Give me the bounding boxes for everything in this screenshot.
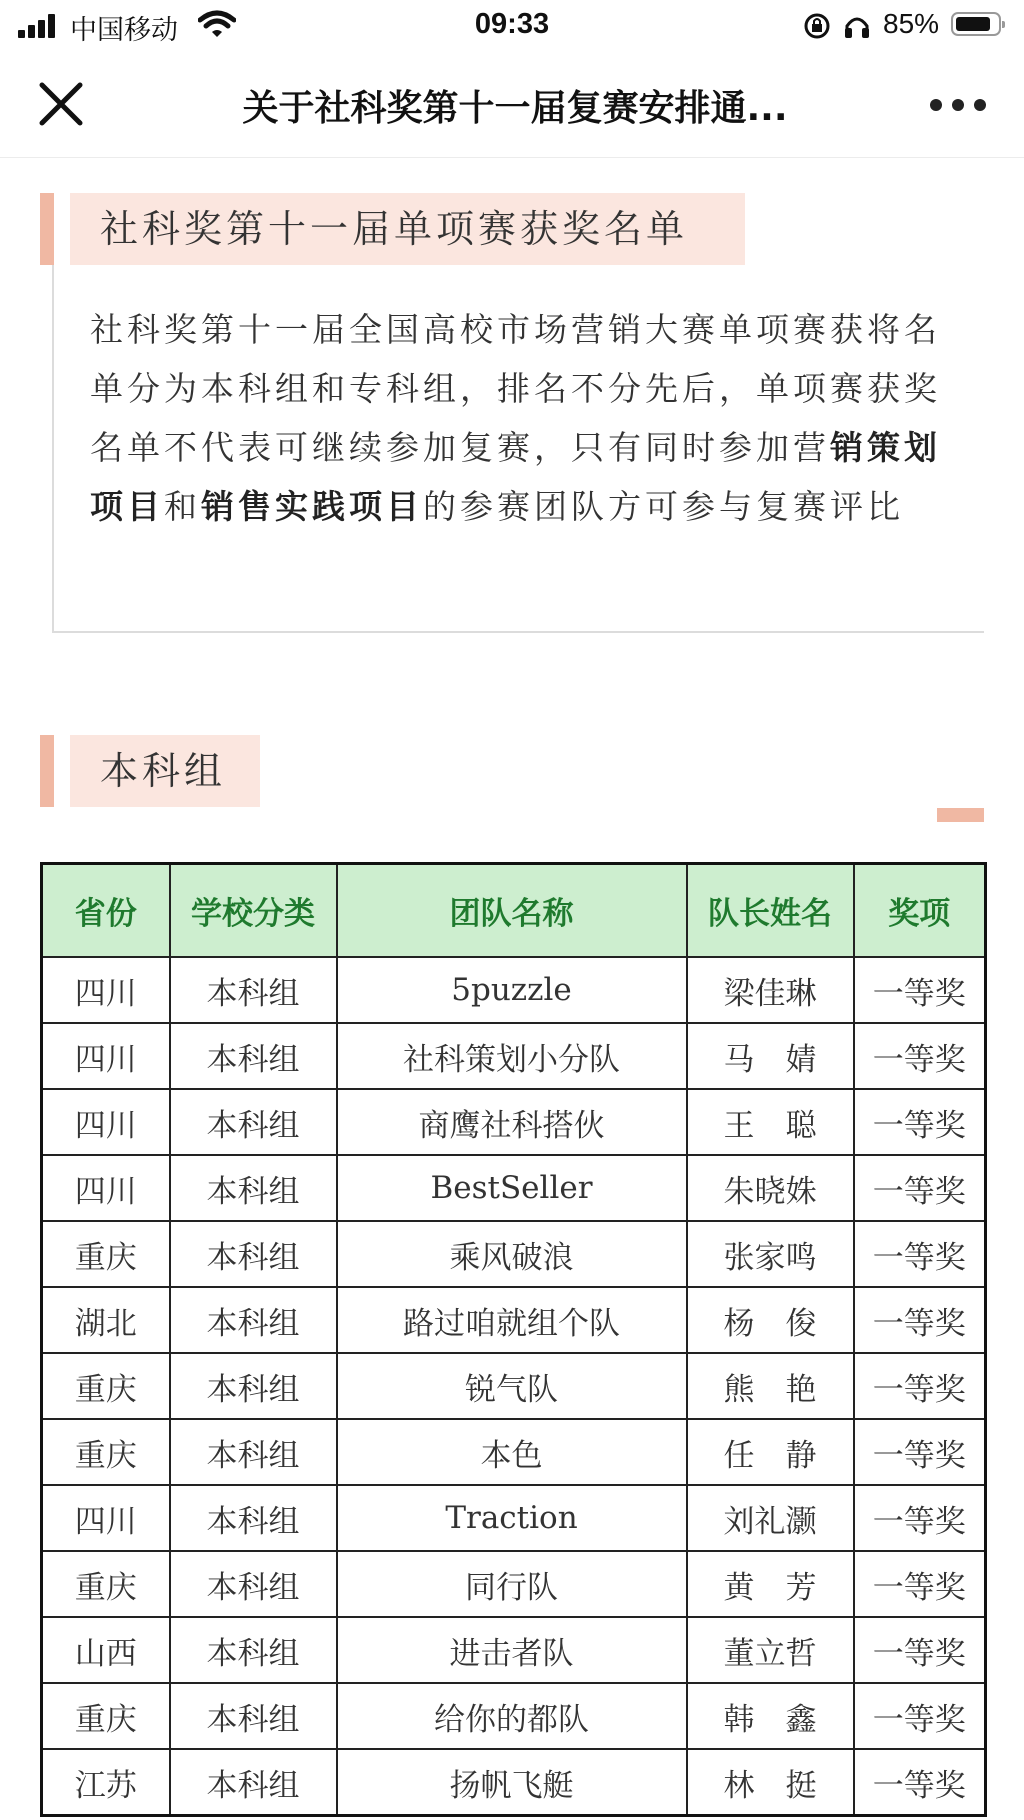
intro-bold-sales-practice: 销售实践项目	[201, 487, 423, 526]
cell-team: 锐气队	[337, 1353, 687, 1419]
table-row	[42, 1683, 986, 1749]
cell-category: 本科组	[170, 1551, 337, 1617]
cell-province: 江苏	[42, 1749, 170, 1816]
nav-bar	[0, 52, 1024, 158]
cell-captain: 马 婧	[687, 1023, 854, 1089]
section-title-box	[70, 193, 745, 265]
intro-text-2: 和	[164, 487, 201, 526]
cell-team: 同行队	[337, 1551, 687, 1617]
cell-team: 本色	[337, 1419, 687, 1485]
cell-award: 一等奖	[854, 1749, 986, 1816]
more-button[interactable]	[928, 90, 988, 120]
status-bar	[0, 0, 1024, 52]
header-school-category: 学校分类	[170, 864, 337, 958]
intro-paragraph	[90, 300, 950, 536]
table-header-row	[42, 864, 986, 958]
carrier-name: 中国移动	[70, 15, 178, 45]
cell-award: 一等奖	[854, 1683, 986, 1749]
cell-province: 湖北	[42, 1287, 170, 1353]
table-row	[42, 1617, 986, 1683]
cell-award: 一等奖	[854, 1287, 986, 1353]
cell-category: 本科组	[170, 1155, 337, 1221]
cell-team: 给你的都队	[337, 1683, 687, 1749]
cell-province: 四川	[42, 1023, 170, 1089]
table-row	[42, 1551, 986, 1617]
cell-award: 一等奖	[854, 1155, 986, 1221]
cell-award: 一等奖	[854, 1617, 986, 1683]
battery-level: 85%	[883, 8, 940, 39]
cell-category: 本科组	[170, 1749, 337, 1816]
cell-captain: 王 聪	[687, 1089, 854, 1155]
cell-captain: 董立哲	[687, 1617, 854, 1683]
section-title-box	[70, 735, 260, 807]
cell-category: 本科组	[170, 1353, 337, 1419]
battery-icon	[951, 12, 1001, 36]
cell-category: 本科组	[170, 1485, 337, 1551]
table-row	[42, 1155, 986, 1221]
cell-team: 扬帆飞艇	[337, 1749, 687, 1816]
header-team-name: 团队名称	[337, 864, 687, 958]
cell-captain: 梁佳琳	[687, 957, 854, 1023]
cell-captain: 熊 艳	[687, 1353, 854, 1419]
header-captain-name: 队长姓名	[687, 864, 854, 958]
cell-province: 重庆	[42, 1221, 170, 1287]
cell-province: 四川	[42, 1485, 170, 1551]
cell-province: 四川	[42, 1155, 170, 1221]
cell-captain: 朱晓姝	[687, 1155, 854, 1221]
cell-category: 本科组	[170, 1419, 337, 1485]
cell-captain: 刘礼灏	[687, 1485, 854, 1551]
intro-text-1: 社科奖第十一届全国高校市场营销大赛单项赛获将名单分为本科组和专科组，排名不分先后，单项赛获奖名单不代表可继续参加复赛，只有同时参加营	[90, 310, 941, 467]
cell-team: 社科策划小分队	[337, 1023, 687, 1089]
table-row	[42, 1353, 986, 1419]
headphone-icon	[843, 12, 871, 40]
cell-province: 重庆	[42, 1551, 170, 1617]
intro-bold-marketing-plan: 销策划项目	[90, 428, 941, 526]
awards-table	[40, 862, 987, 1817]
table-row	[42, 1221, 986, 1287]
cell-team: 乘风破浪	[337, 1221, 687, 1287]
cell-team: BestSeller	[337, 1155, 687, 1221]
table-row	[42, 957, 986, 1023]
cell-category: 本科组	[170, 1683, 337, 1749]
cell-team: 商鹰社科搭伙	[337, 1089, 687, 1155]
cell-province: 四川	[42, 957, 170, 1023]
cell-award: 一等奖	[854, 957, 986, 1023]
header-province: 省份	[42, 864, 170, 958]
cell-team: 进击者队	[337, 1617, 687, 1683]
decorative-accent	[937, 808, 984, 822]
status-time: 09:33	[474, 8, 550, 40]
section-title-undergrad: 本科组	[100, 749, 227, 793]
cell-province: 重庆	[42, 1683, 170, 1749]
cell-award: 一等奖	[854, 1353, 986, 1419]
cell-award: 一等奖	[854, 1551, 986, 1617]
cell-team: 5puzzle	[337, 957, 687, 1023]
table-row	[42, 1287, 986, 1353]
cell-province: 重庆	[42, 1353, 170, 1419]
cell-category: 本科组	[170, 1023, 337, 1089]
cell-captain: 张家鸣	[687, 1221, 854, 1287]
cell-captain: 杨 俊	[687, 1287, 854, 1353]
section-accent-bar	[40, 193, 54, 265]
section-accent-bar	[40, 735, 54, 807]
cell-category: 本科组	[170, 1089, 337, 1155]
orientation-lock-icon	[803, 12, 831, 40]
cell-award: 一等奖	[854, 1485, 986, 1551]
cell-captain: 林 挺	[687, 1749, 854, 1816]
page-title: 关于社科奖第十一届复赛安排通...	[242, 88, 788, 129]
cell-category: 本科组	[170, 1617, 337, 1683]
cell-category: 本科组	[170, 1221, 337, 1287]
cell-province: 四川	[42, 1089, 170, 1155]
cell-captain: 韩 鑫	[687, 1683, 854, 1749]
intro-text-3: 的参赛团队方可参与复赛评比	[423, 487, 904, 526]
section-title-awards: 社科奖第十一届单项赛获奖名单	[100, 207, 689, 251]
close-icon	[36, 79, 86, 129]
table-row	[42, 1749, 986, 1816]
cell-province: 山西	[42, 1617, 170, 1683]
cell-category: 本科组	[170, 1287, 337, 1353]
cell-captain: 黄 芳	[687, 1551, 854, 1617]
table-row	[42, 1023, 986, 1089]
table-row	[42, 1419, 986, 1485]
cell-captain: 任 静	[687, 1419, 854, 1485]
close-button[interactable]	[36, 79, 86, 129]
table-row	[42, 1089, 986, 1155]
cell-team: 路过咱就组个队	[337, 1287, 687, 1353]
cell-award: 一等奖	[854, 1023, 986, 1089]
header-award: 奖项	[854, 864, 986, 958]
cell-province: 重庆	[42, 1419, 170, 1485]
cell-award: 一等奖	[854, 1089, 986, 1155]
cell-award: 一等奖	[854, 1221, 986, 1287]
cell-team: Traction	[337, 1485, 687, 1551]
cell-category: 本科组	[170, 957, 337, 1023]
table-row	[42, 1485, 986, 1551]
cell-award: 一等奖	[854, 1419, 986, 1485]
